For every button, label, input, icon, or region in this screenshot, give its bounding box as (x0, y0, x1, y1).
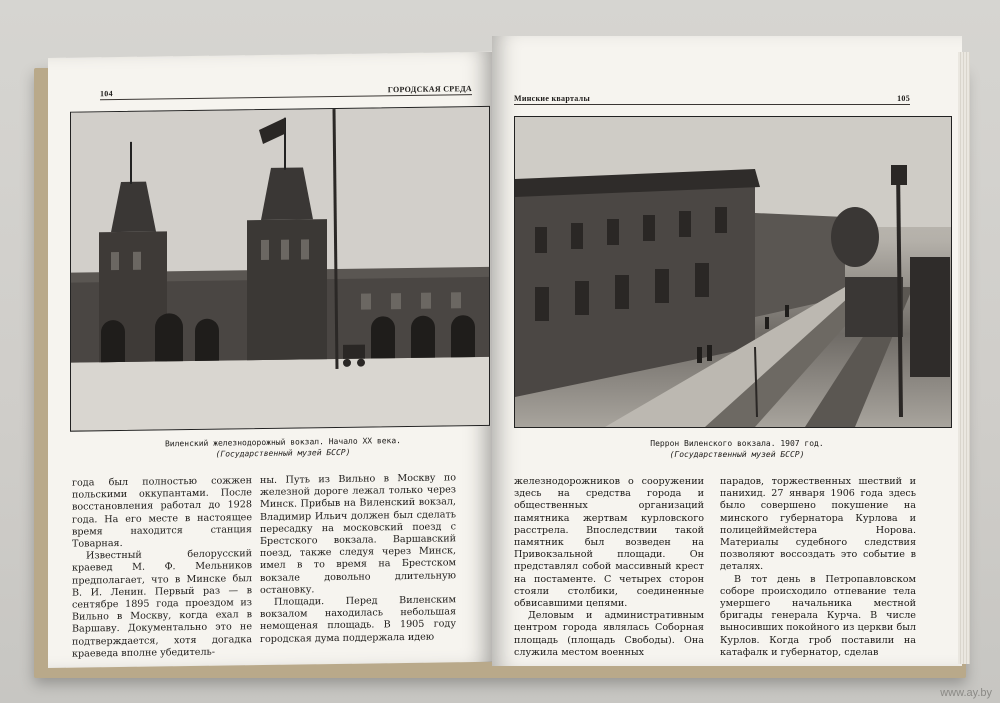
paragraph: Известный белорусский краевед М. Ф. Мельников предполагает, что в Минске был В. И. Ленин. Первый раз — в сентябре 1895 года проездом из Вильно в Москву, когда ехал в Варшаву. Документально это не подтверждается, хотя догадка краеведа вполне убедитель- (72, 548, 252, 660)
paragraph: года был полностью сожжен польскими оккупантами. После восстановления работал до 1928 года. На его месте в настоящее время находится станция Товарная. (72, 475, 252, 550)
paragraph: железнодорожников о сооружении здесь на средства города и общественных организаций памятника жертвам курловского расстрела. Впоследствии такой памятник был возведен на Привокзальной площади. Он представлял собой массивный крест на постаменте. С четырех сторон стояли столбики, соединенные обвисавшими цепями. (514, 476, 704, 610)
paragraph: В тот день в Петропавловском соборе происходило отпевание тела умершего начальника местной бригады генерала Курча. В числе выносивших покойного из церкви был Курлов. Когда гроб поставили на катафалк и губернатор, сделав (720, 573, 916, 658)
photo-caption (522, 438, 952, 460)
section-title: ГОРОДСКАЯ СРЕДА (387, 84, 472, 95)
text-column-1 (72, 475, 252, 661)
caption-credit: (Государственный музей БССР) (215, 447, 351, 459)
watermark: www.ay.by (940, 687, 992, 699)
paragraph: парадов, торжественных шествий и панихид. 27 января 1906 года здесь было совершено покушение на минского губернатора Курлова и полицейймейстера Норова. Материалы судебного следствия позволяют воссоздать это событие в деталях. (720, 476, 916, 573)
text-column-1 (514, 476, 704, 659)
page-number: 104 (100, 89, 113, 99)
paragraph: Площади. Перед Виленским вокзалом находилась небольшая немощеная площадь. В 1905 году городская дума поддержала идею (260, 594, 456, 645)
left-page-header (100, 80, 472, 100)
page-edges (958, 52, 970, 664)
left-page (48, 52, 492, 668)
text-column-2 (260, 472, 456, 646)
paragraph: Деловым и административным центром города являлась Соборная площадь (площадь Свободы). Она служила местом военных (514, 610, 704, 658)
caption-text: Виленский железнодорожный вокзал. Начало XX века. (164, 436, 401, 449)
platform-illustration (515, 117, 951, 427)
caption-text: Перрон Виленского вокзала. 1907 год. (650, 439, 824, 448)
photo-vilensky-station (70, 106, 490, 432)
caption-credit: (Государственный музей БССР) (669, 450, 805, 459)
paragraph: ны. Путь из Вильно в Москву по железной дороге лежал только через Минск. Прибыв на Виленский вокзал, Владимир Ильич должен был сделать пересадку на московский поезд с Брестского вокзала. Варшавский поезд, также следуя через Минск, имел в то время на Брестском вокзале довольно длительную остановку. (260, 472, 456, 596)
open-book (30, 22, 970, 677)
station-illustration (71, 107, 489, 431)
page-number: 105 (897, 94, 910, 103)
right-page (492, 36, 962, 666)
section-title: Минские кварталы (514, 94, 590, 103)
photo-caption (88, 434, 478, 461)
right-page-header (514, 90, 910, 105)
photo-vilensky-platform (514, 116, 952, 428)
text-column-2 (720, 476, 916, 659)
